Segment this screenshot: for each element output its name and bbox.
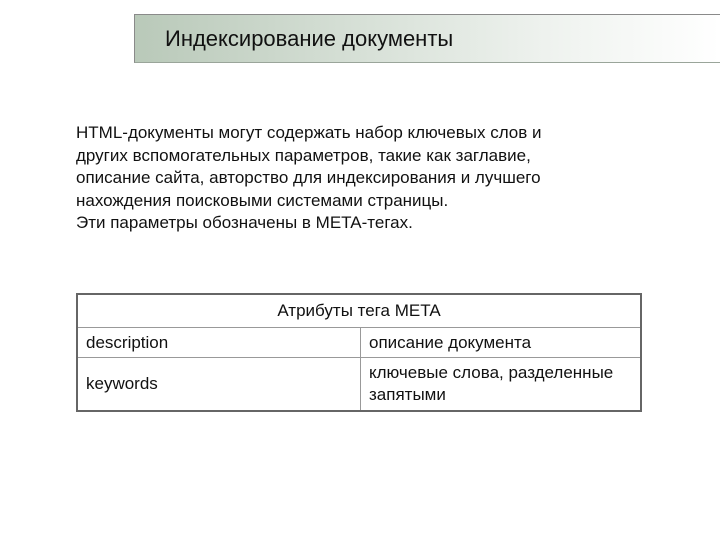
attribute-value-cell: описание документа — [361, 328, 642, 358]
attribute-name-cell: keywords — [77, 358, 361, 412]
table-row — [77, 328, 641, 358]
paragraph-line: нахождения поисковыми системами страницы. — [76, 190, 449, 210]
body-paragraph — [76, 122, 676, 235]
table-header-cell: Атрибуты тега META — [77, 294, 641, 328]
slide-title: Индексирование документы — [165, 26, 454, 51]
attribute-name-cell: description — [77, 328, 361, 358]
paragraph-line: других вспомогательных параметров, такие как заглавие, — [76, 145, 531, 165]
paragraph-line: HTML-документы могут содержать набор ключевых слов и — [76, 123, 542, 142]
meta-attributes-table — [76, 293, 642, 412]
title-bar — [134, 14, 720, 63]
table-header-row — [77, 294, 641, 328]
paragraph-line: Эти параметры обозначены в META-тегах. — [76, 213, 413, 232]
attribute-value-cell: ключевые слова, разделенные запятыми — [361, 358, 642, 412]
table-row — [77, 358, 641, 412]
paragraph-line: описание сайта, авторство для индексирования и лучшего — [76, 168, 541, 187]
